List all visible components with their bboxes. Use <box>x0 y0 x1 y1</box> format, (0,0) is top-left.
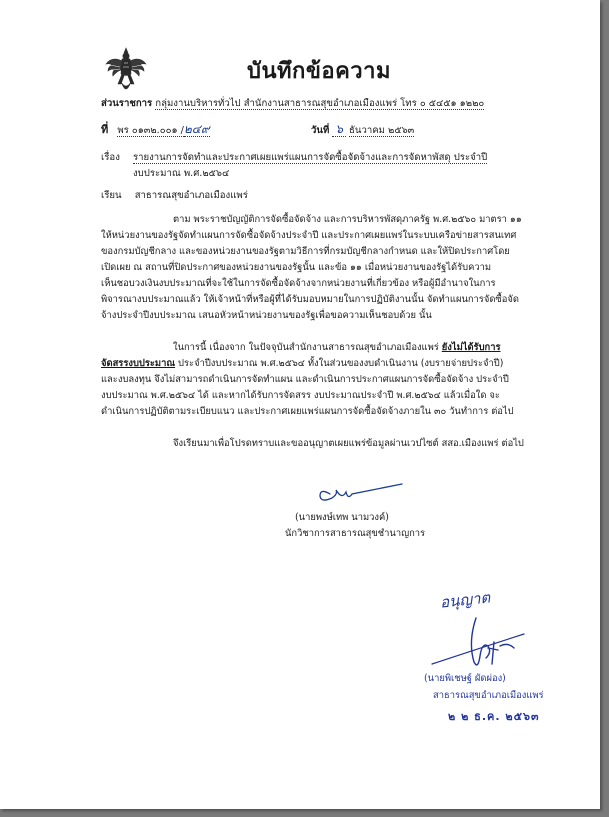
p2-line <box>173 342 501 354</box>
subject-line-1: รายงานการจัดทำและประกาศเผยแพร่แผนการจัดซื้อจัดจ้างและการจัดหาพัสดุ ประจำปี <box>132 152 488 163</box>
p1-line: จ้างประจำปีงบประมาณ เสนอหัวหน้าหน่วยงานของรัฐเพื่อขอความเห็นชอบด้วย นั้น <box>101 310 432 321</box>
approval-signature-icon <box>428 612 538 674</box>
signature-scribble-icon <box>312 478 412 508</box>
p1-line: ตาม พระราชบัญญัติการจัดซื้อจัดจ้าง และการบริหารพัสดุภาครัฐ พ.ศ.๒๕๖๐ มาตรา ๑๑ <box>173 214 522 225</box>
p2-line1-text: ในการนี้ เนื่องจาก ในปัจจุบันสำนักงานสาธารณสุขอำเภอเมืองแพร่ <box>173 342 442 353</box>
p2-line1-emphasis: ยังไม่ได้รับการ <box>441 342 501 353</box>
date-value: ธันวาคม ๒๕๖๓ <box>349 125 415 136</box>
p2-line2-text: ประจำปีงบประมาณ พ.ศ.๒๕๖๔ ทั้งในส่วนของงบดำเนินงาน (งบรายจ่ายประจำปี) <box>175 358 504 369</box>
p2-line: ดำเนินการปฏิบัติตามระเบียบแนว และประกาศเผยแพร่แผนการจัดซื้อจัดจ้างภายใน ๓๐ วันทำการ ต่อไป <box>101 406 514 417</box>
approver-position: สาธารณสุขอำเภอเมืองแพร่ <box>433 690 544 701</box>
approval-date-stamp: ๒ ๒ ธ.ค. ๒๕๖๓ <box>448 710 540 723</box>
subject-line-2: งบประมาณ พ.ศ.๒๕๖๔ <box>133 168 230 179</box>
p2-line: และงบลงทุน จึงไม่สามารถดำเนินการจัดทำแผน และดำเนินการประกาศแผนการจัดซื้อจัดจ้าง ประจำปี <box>101 374 509 385</box>
paragraph-3: จึงเรียนมาเพื่อโปรดทราบและขออนุญาตเผยแพร่ข้อมูลผ่านเวปไซต์ สสอ.เมืองแพร่ ต่อไป <box>173 438 524 449</box>
to-row <box>101 190 248 202</box>
date-row <box>311 123 414 137</box>
signer-position: นักวิชาการสาธารณสุขชำนาญการ <box>285 528 426 539</box>
p1-line: พิจารณางบประมาณแล้ว ให้เจ้าหน้าที่หรือผู้ที่ได้รับมอบหมายในการปฏิบัติงานนั้น จัดทำแผนการจัดซื้อจัด <box>101 294 519 305</box>
ref-row <box>101 123 210 137</box>
p2-line: งบประมาณ พ.ศ.๒๕๖๔ ได้ และหากได้รับการจัดสรร งบประมาณประจำปี พ.ศ.๒๕๖๔ แล้วเมื่อใด จะ <box>101 390 500 401</box>
agency-value: กลุ่มงานบริหารทั่วไป สำนักงานสาธารณสุขอำเภอเมืองแพร่ โทร ๐ ๕๔๕๑ ๑๒๒๐ <box>155 98 485 109</box>
approver-name: (นายพิเชษฐ์ ผัดผ่อง) <box>424 673 506 684</box>
ref-label: ที่ <box>101 123 109 136</box>
p1-line: เห็นชอบวงเงินงบประมาณที่จะใช้ในการจัดซื้อจัดจ้างจากหน่วยงานที่เกี่ยวข้อง หรือผู้มีอำนาจในการ <box>101 278 496 289</box>
p2-line <box>101 358 503 370</box>
subject-label: เรื่อง <box>101 152 120 163</box>
date-label: วันที่ <box>311 125 330 136</box>
memo-title: บันทึกข้อความ <box>247 59 392 84</box>
subject-row <box>101 152 487 164</box>
p1-line: ให้หน่วยงานของรัฐจัดทำแผนการจัดซื้อจัดจ้างประจำปี และประกาศเผยแพร่ในระบบเครือข่ายสารสนเทศ <box>101 230 517 241</box>
to-value: สาธารณสุขอำเภอเมืองแพร่ <box>134 190 248 201</box>
signer-name: (นายพงษ์เทพ นามวงค์) <box>295 512 389 523</box>
p1-line: เปิดเผย ณ สถานที่ปิดประกาศของหน่วยงานของรัฐนั้น และข้อ ๑๑ เมื่อหน่วยงานของรัฐได้รับความ <box>101 262 492 273</box>
to-label: เรียน <box>101 190 122 201</box>
garuda-emblem-icon <box>104 46 148 92</box>
ref-value: พร ๐๑๓๒.๐๐๑ / <box>117 125 184 136</box>
agency-row <box>101 98 484 110</box>
p1-line: ของกรมบัญชีกลาง และของหน่วยงานของรัฐตามวิธีการที่กรมบัญชีกลางกำหนด และให้ปิดประกาศโดย <box>101 246 510 257</box>
date-hand-day: ๖ <box>332 122 346 137</box>
ref-hand-number: ๒๔๙ <box>183 122 210 136</box>
approval-hand-note: อนุญาต <box>439 588 492 612</box>
p2-line2-emphasis: จัดสรรงบประมาณ <box>101 358 176 369</box>
agency-label: ส่วนราชการ <box>101 98 153 109</box>
